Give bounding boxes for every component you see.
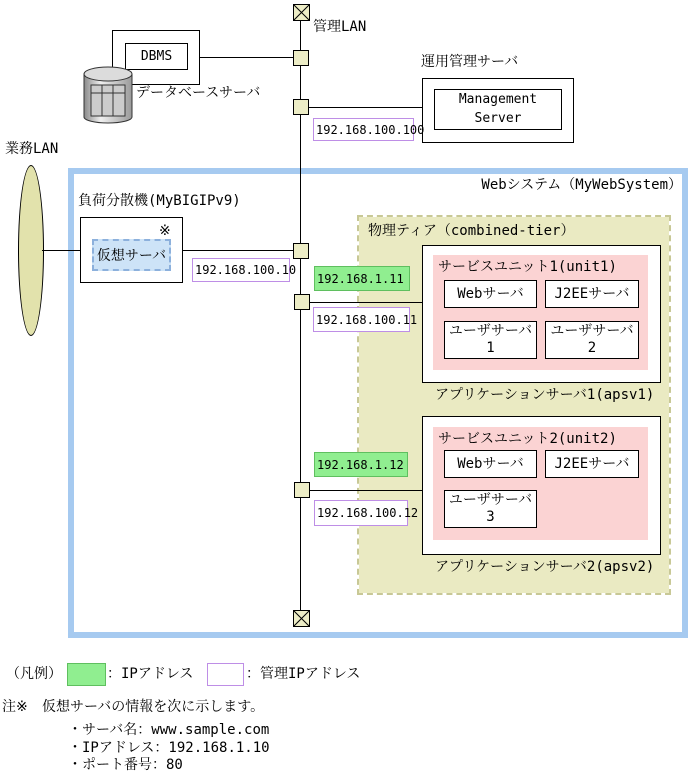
management-server-label-line1: Management bbox=[458, 92, 538, 108]
ops-lan-connector-line bbox=[309, 107, 422, 108]
unit1-user-server2-box bbox=[545, 321, 639, 359]
apsv2-mgmt-ip: 192.168.100.12 bbox=[317, 506, 419, 520]
business-lan-lb-line bbox=[42, 250, 81, 251]
unit2-user-server3-number: 3 bbox=[486, 509, 495, 525]
dbms-label: DBMS bbox=[140, 49, 173, 64]
business-lan-label: 業務LAN bbox=[5, 141, 59, 157]
lb-lan-connector-line bbox=[183, 250, 293, 251]
service-unit1-label: サービスユニット1(unit1) bbox=[438, 259, 617, 275]
lan-port-apsv1 bbox=[294, 294, 310, 310]
unit2-j2ee-server-box bbox=[545, 450, 639, 478]
unit1-web-server-label: Webサーバ bbox=[457, 285, 524, 302]
unit2-web-server-label: Webサーバ bbox=[457, 455, 524, 472]
lan-terminator-top-icon bbox=[293, 4, 310, 21]
unit1-web-server-box bbox=[444, 280, 537, 308]
business-lan-ellipse bbox=[18, 165, 44, 336]
load-balancer-label: 負荷分散機(MyBIGIPv9) bbox=[78, 193, 241, 209]
physical-tier-label: 物理ティア（combined-tier） bbox=[368, 223, 575, 239]
note-description: 仮想サーバの情報を次に示します。 bbox=[42, 699, 265, 715]
unit1-user-server2-label: ユーザサーバ bbox=[550, 323, 634, 340]
apsv2-lan-connector-line bbox=[310, 490, 422, 491]
lan-terminator-bottom-icon bbox=[293, 610, 310, 627]
legend-ip-swatch bbox=[67, 663, 106, 686]
apsv1-mgmt-ip: 192.168.100.11 bbox=[316, 312, 418, 327]
apsv2-ip: 192.168.1.12 bbox=[317, 457, 404, 472]
unit1-user-server1-number: 1 bbox=[486, 340, 495, 356]
lan-port-lb bbox=[293, 243, 309, 259]
application-server2-label: アプリケーションサーバ2(apsv2) bbox=[435, 559, 655, 575]
ops-mgmt-ip: 192.168.100.100 bbox=[316, 122, 425, 137]
web-system-label: Webシステム（MyWebSystem） bbox=[481, 177, 682, 193]
management-server-label-line2: Server bbox=[474, 110, 522, 126]
apsv2-mgmt-ip-box bbox=[314, 500, 419, 526]
unit1-j2ee-server-box bbox=[545, 280, 639, 308]
apsv1-lan-connector-line bbox=[309, 302, 422, 303]
database-server-label: データベースサーバ bbox=[136, 85, 261, 101]
application-server1-label: アプリケーションサーバ1(apsv1) bbox=[435, 387, 655, 403]
apsv1-mgmt-ip-box bbox=[313, 307, 418, 332]
lan-port-dbms bbox=[293, 50, 309, 66]
apsv2-ip-box bbox=[314, 452, 408, 477]
lan-port-apsv2 bbox=[294, 482, 310, 498]
unit1-user-server2-number: 2 bbox=[587, 340, 597, 356]
legend-ip-label: ：IPアドレス bbox=[107, 666, 194, 682]
dbms-lan-connector-line bbox=[200, 57, 293, 58]
lan-port-ops bbox=[293, 99, 309, 115]
dbms-box bbox=[125, 43, 188, 70]
database-cylinder-icon bbox=[83, 66, 133, 128]
unit2-user-server3-box bbox=[444, 490, 537, 528]
management-server-box bbox=[434, 89, 562, 130]
note-item-ip-address: ・IPアドレス：192.168.1.10 bbox=[68, 740, 270, 756]
virtual-server-label: 仮想サーバ bbox=[96, 248, 167, 264]
note-prefix: 注※ bbox=[2, 699, 28, 715]
apsv1-ip: 192.168.1.11 bbox=[317, 271, 404, 286]
unit1-user-server1-label: ユーザサーバ bbox=[448, 323, 533, 340]
ops-mgmt-ip-box bbox=[313, 118, 425, 141]
note-item-server-name: ・サーバ名：www.sample.com bbox=[68, 722, 270, 738]
apsv1-ip-box bbox=[314, 266, 410, 291]
legend-mgmt-ip-swatch bbox=[207, 663, 244, 686]
virtual-server-box bbox=[92, 239, 171, 271]
note-item-port: ・ポート番号：80 bbox=[68, 757, 183, 773]
lb-mgmt-ip-box bbox=[192, 258, 297, 282]
virtual-server-note-mark: ※ bbox=[159, 223, 171, 239]
legend-title: （凡例） bbox=[6, 666, 62, 682]
unit2-user-server3-label: ユーザサーバ bbox=[448, 492, 533, 509]
lb-mgmt-ip: 192.168.100.10 bbox=[195, 263, 297, 277]
unit1-j2ee-server-label: J2EEサーバ bbox=[554, 285, 630, 302]
legend-mgmt-ip-label: ：管理IPアドレス bbox=[246, 666, 361, 682]
management-lan-label: 管理LAN bbox=[313, 19, 367, 35]
service-unit2-label: サービスユニット2(unit2) bbox=[438, 431, 617, 447]
unit2-web-server-box bbox=[444, 450, 537, 478]
unit1-user-server1-box bbox=[444, 321, 537, 359]
unit2-j2ee-server-label: J2EEサーバ bbox=[554, 455, 630, 472]
ops-server-label: 運用管理サーバ bbox=[421, 54, 519, 70]
